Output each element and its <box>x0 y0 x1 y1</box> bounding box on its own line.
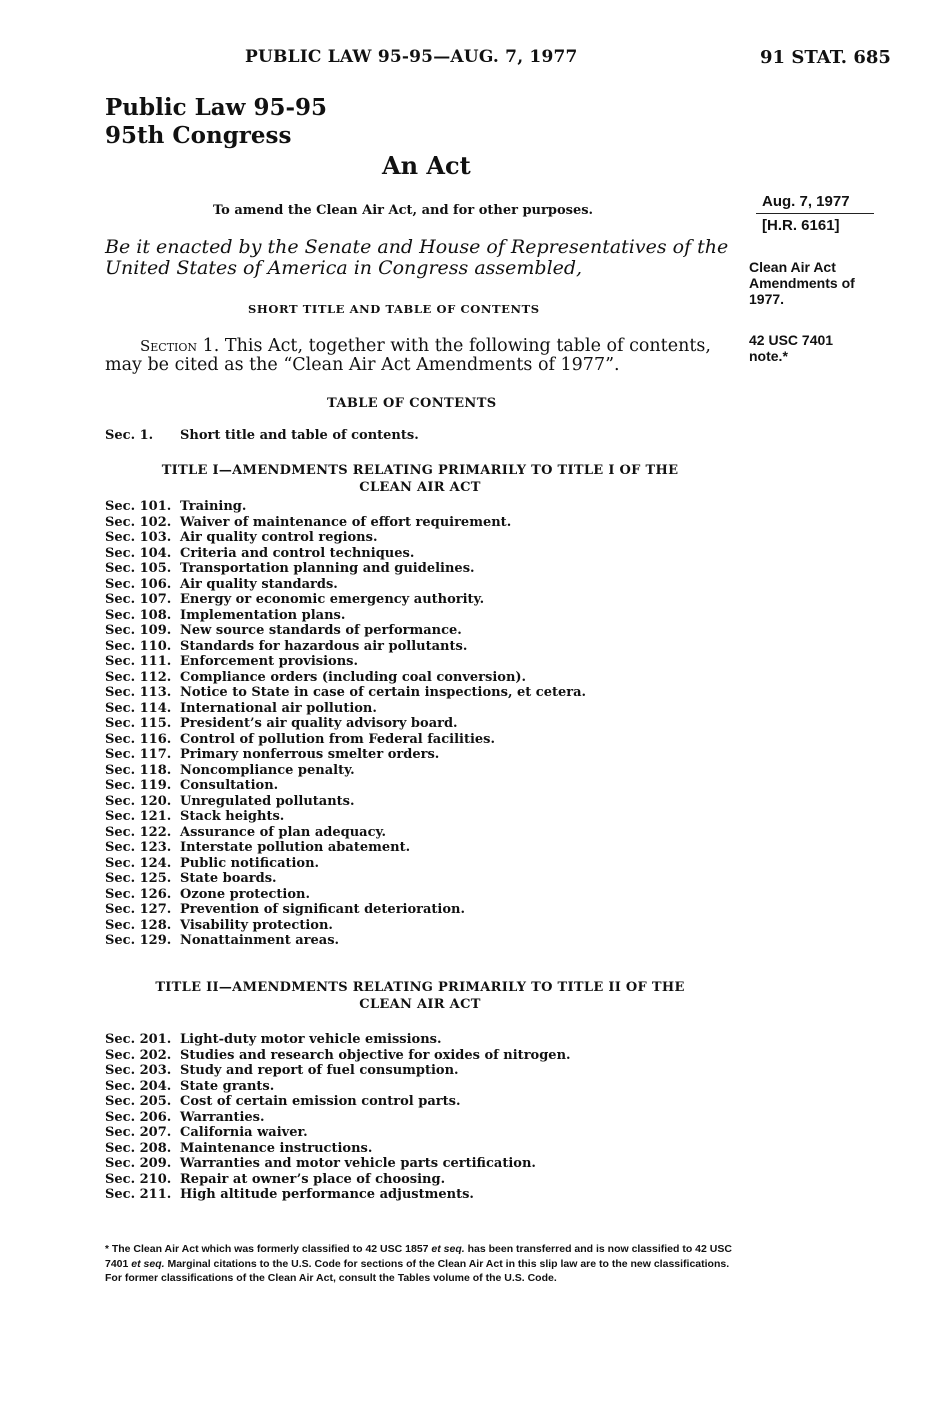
toc-sec-title: Interstate pollution abatement. <box>180 840 411 855</box>
toc-entry <box>105 747 586 763</box>
toc-entry <box>105 1094 571 1110</box>
toc-sec-title: Noncompliance penalty. <box>180 762 355 778</box>
footnote-text-3: Marginal citations to the U.S. Code for sections of the Clean Air Act in this slip law are to the new classifications. For former classifications of the Clean Air Act, consult the Tables volume of the U.S. Code. <box>105 1258 730 1284</box>
toc-entry <box>105 840 586 856</box>
toc-entry <box>105 794 586 810</box>
toc-sec-title: State grants. <box>180 1078 275 1094</box>
toc-sec-title: Cost of certain emission control parts. <box>180 1094 461 1109</box>
toc-sec-title: International air pollution. <box>180 700 377 716</box>
toc-entry <box>105 546 586 562</box>
header-law-date: PUBLIC LAW 95-95—AUG. 7, 1977 <box>245 47 578 67</box>
toc-entry <box>105 1187 571 1203</box>
title-1-heading <box>105 462 735 496</box>
margin-rule <box>756 213 874 214</box>
toc-sec-title: Transportation planning and guidelines. <box>180 561 475 576</box>
margin-date-bill <box>748 194 888 234</box>
margin-note-line: note.* <box>749 348 788 364</box>
toc-entry <box>105 825 586 841</box>
toc-entry <box>105 902 586 918</box>
toc-sec-number: Sec. 120. <box>105 793 172 809</box>
toc-sec-number: Sec. 104. <box>105 545 172 561</box>
margin-usc-note <box>749 332 889 364</box>
toc-entry <box>105 732 586 748</box>
toc-entry <box>105 639 586 655</box>
title-heading-line: CLEAN AIR ACT <box>359 997 481 1012</box>
toc-sec-title: Repair at owner’s place of choosing. <box>180 1171 446 1187</box>
toc-entry <box>105 716 586 732</box>
toc-entry <box>105 623 586 639</box>
toc-entry <box>105 1141 571 1157</box>
toc-entry <box>105 561 586 577</box>
law-number: Public Law 95-95 <box>105 94 328 121</box>
toc-sec-title: New source standards of performance. <box>180 623 462 638</box>
toc-entry <box>105 1063 571 1079</box>
toc-sec-number: Sec. 119. <box>105 778 172 793</box>
toc-sec-number: Sec. 112. <box>105 669 172 685</box>
toc-sec-title: Nonattainment areas. <box>180 933 340 948</box>
toc-entry <box>105 577 586 593</box>
short-title-heading: SHORT TITLE AND TABLE OF CONTENTS <box>248 302 540 316</box>
toc-sec-title: Training. <box>180 499 247 514</box>
toc-sec-title: Assurance of plan adequacy. <box>180 824 387 840</box>
toc-entry <box>105 592 586 608</box>
title-2-heading <box>105 979 735 1013</box>
toc-sec-title: Compliance orders (including coal conversion). <box>180 669 527 685</box>
footnote-text-2: has been transferred and is now classified to 42 USC 7401 <box>105 1243 732 1270</box>
section-1-body: 1. This Act, together with the following table of contents, may be cited as the “Clean Air Act Amendments of 1977”. <box>105 336 711 375</box>
toc-sec-number: Sec. 103. <box>105 530 172 545</box>
toc-sec-title: Primary nonferrous smelter orders. <box>180 747 440 762</box>
toc-entry <box>105 1125 571 1141</box>
toc-sec-title: Public notification. <box>180 855 320 871</box>
toc-sec-number: Sec. 126. <box>105 886 172 902</box>
toc-sec-number: Sec. 105. <box>105 561 172 576</box>
toc-sec-number: Sec. 117. <box>105 747 172 762</box>
toc-sec-title: Ozone protection. <box>180 886 311 902</box>
toc-sec-title: Waiver of maintenance of effort requirement. <box>180 514 512 530</box>
act-heading: An Act <box>382 151 471 180</box>
margin-bill-number: [H.R. 6161] <box>762 217 840 234</box>
toc-entry <box>105 933 586 949</box>
toc-sec-title: Studies and research objective for oxides of nitrogen. <box>180 1047 571 1063</box>
toc-entry <box>105 1032 571 1048</box>
toc-sec-number: Sec. 102. <box>105 514 172 530</box>
toc-sec-title: Light-duty motor vehicle emissions. <box>180 1032 442 1047</box>
toc-sec-number: Sec. 202. <box>105 1047 172 1063</box>
footnote-et-seq-1: et seq. <box>431 1243 465 1255</box>
toc-sec-number: Sec. 111. <box>105 654 172 669</box>
toc-sec-number: Sec. 116. <box>105 731 172 747</box>
toc-sec-number: Sec. 208. <box>105 1140 172 1156</box>
toc-sec-title: Visability protection. <box>180 917 333 933</box>
toc-sec-title: Prevention of significant deterioration. <box>180 902 466 917</box>
toc-sec-number: Sec. 201. <box>105 1032 172 1047</box>
toc-sec-number: Sec. 106. <box>105 576 172 592</box>
toc-sec-number: Sec. 125. <box>105 871 172 886</box>
toc-entry <box>105 1110 571 1126</box>
toc-sec-number: Sec. 121. <box>105 809 172 824</box>
toc-sec-title: Air quality control regions. <box>180 530 378 545</box>
toc-sec-number: Sec. 1. <box>105 428 154 443</box>
toc-sec-title: Criteria and control techniques. <box>180 545 415 561</box>
footnote-text-1: The Clean Air Act which was formerly classified to 42 USC 1857 <box>111 1243 429 1255</box>
toc-sec-number: Sec. 209. <box>105 1156 172 1171</box>
toc-entry <box>105 1156 571 1172</box>
toc-sec-number: Sec. 115. <box>105 716 172 731</box>
toc-sec-title: Unregulated pollutants. <box>180 793 355 809</box>
running-header <box>0 47 948 71</box>
toc-entry <box>105 701 586 717</box>
toc-sec-title: Energy or economic emergency authority. <box>180 592 485 607</box>
header-stat-page: 91 STAT. 685 <box>760 47 891 68</box>
toc-sec-number: Sec. 113. <box>105 685 172 700</box>
margin-note-line: 42 USC 7401 <box>749 332 834 348</box>
margin-note-line: Clean Air Act <box>749 259 836 275</box>
title-1-section-list <box>105 499 586 949</box>
toc-sec-number: Sec. 129. <box>105 933 172 948</box>
title-2-section-list <box>105 1032 571 1203</box>
toc-sec-number: Sec. 205. <box>105 1094 172 1109</box>
toc-sec-number: Sec. 108. <box>105 607 172 623</box>
toc-sec-number: Sec. 109. <box>105 623 172 638</box>
margin-short-title-note <box>749 259 889 307</box>
toc-heading: TABLE OF CONTENTS <box>327 396 497 411</box>
toc-sec-number: Sec. 118. <box>105 762 172 778</box>
toc-sec-number: Sec. 123. <box>105 840 172 855</box>
toc-entry <box>105 670 586 686</box>
toc-sec-title: Short title and table of contents. <box>180 428 419 443</box>
toc-entry <box>105 515 586 531</box>
toc-sec-title: Warranties and motor vehicle parts certification. <box>180 1156 536 1171</box>
congress-number: 95th Congress <box>105 122 292 149</box>
toc-sec-title: Maintenance instructions. <box>180 1140 373 1156</box>
toc-sec-title: Study and report of fuel consumption. <box>180 1063 459 1078</box>
toc-sec-title: Air quality standards. <box>180 576 338 592</box>
toc-entry <box>105 809 586 825</box>
toc-sec-number: Sec. 107. <box>105 592 172 607</box>
footnote-et-seq-2: et seq. <box>131 1258 165 1270</box>
toc-entry <box>105 763 586 779</box>
act-purpose: To amend the Clean Air Act, and for other purposes. <box>213 203 594 218</box>
toc-sec-title: California waiver. <box>180 1125 308 1140</box>
title-heading-line: TITLE II—AMENDMENTS RELATING PRIMARILY TO TITLE II OF THE <box>155 980 685 995</box>
footnote <box>105 1242 735 1285</box>
margin-note-line: Amendments of <box>749 275 855 291</box>
toc-sec-number: Sec. 207. <box>105 1125 172 1140</box>
title-heading-line: TITLE I—AMENDMENTS RELATING PRIMARILY TO TITLE I OF THE <box>161 463 679 478</box>
toc-entry <box>105 887 586 903</box>
title-heading-line: CLEAN AIR ACT <box>359 480 481 495</box>
toc-entry <box>105 871 586 887</box>
toc-entry <box>105 499 586 515</box>
toc-sec-title: Warranties. <box>180 1109 265 1125</box>
footnote-marker: * <box>105 1244 109 1255</box>
toc-sec-title: Standards for hazardous air pollutants. <box>180 638 468 654</box>
toc-sec-number: Sec. 210. <box>105 1171 172 1187</box>
toc-entry <box>105 1172 571 1188</box>
enacting-clause: Be it enacted by the Senate and House of Representatives of the United States of America in Congress assembled, <box>105 236 729 279</box>
toc-entry <box>105 778 586 794</box>
toc-entry <box>105 428 419 444</box>
toc-sec-title: State boards. <box>180 871 277 886</box>
toc-entry <box>105 856 586 872</box>
section-label: Section <box>140 337 198 355</box>
toc-sec-number: Sec. 211. <box>105 1187 172 1202</box>
toc-entry <box>105 1079 571 1095</box>
margin-date: Aug. 7, 1977 <box>762 193 850 210</box>
toc-entry <box>105 608 586 624</box>
toc-sec-number: Sec. 203. <box>105 1063 172 1078</box>
toc-entry <box>105 918 586 934</box>
toc-sec-number: Sec. 128. <box>105 917 172 933</box>
toc-sec-title: Stack heights. <box>180 809 285 824</box>
toc-sec-title: President’s air quality advisory board. <box>180 716 458 731</box>
toc-sec-number: Sec. 204. <box>105 1078 172 1094</box>
toc-sec-number: Sec. 110. <box>105 638 172 654</box>
toc-sec-number: Sec. 101. <box>105 499 172 514</box>
toc-sec-number: Sec. 127. <box>105 902 172 917</box>
toc-sec-title: Control of pollution from Federal facilities. <box>180 731 496 747</box>
toc-sec-title: High altitude performance adjustments. <box>180 1187 474 1202</box>
law-title-block <box>105 94 327 150</box>
toc-sec-number: Sec. 114. <box>105 700 172 716</box>
toc-sec-title: Notice to State in case of certain inspections, et cetera. <box>180 685 587 700</box>
section-1-text <box>105 337 735 375</box>
toc-entry <box>105 685 586 701</box>
toc-sec-number: Sec. 122. <box>105 824 172 840</box>
toc-sec-title: Implementation plans. <box>180 607 346 623</box>
margin-note-line: 1977. <box>749 291 785 307</box>
toc-sec-number: Sec. 124. <box>105 855 172 871</box>
toc-entry <box>105 654 586 670</box>
toc-sec-number: Sec. 206. <box>105 1109 172 1125</box>
toc-sec-title: Consultation. <box>180 778 279 793</box>
toc-entry <box>105 1048 571 1064</box>
toc-sec-title: Enforcement provisions. <box>180 654 358 669</box>
toc-entry <box>105 530 586 546</box>
